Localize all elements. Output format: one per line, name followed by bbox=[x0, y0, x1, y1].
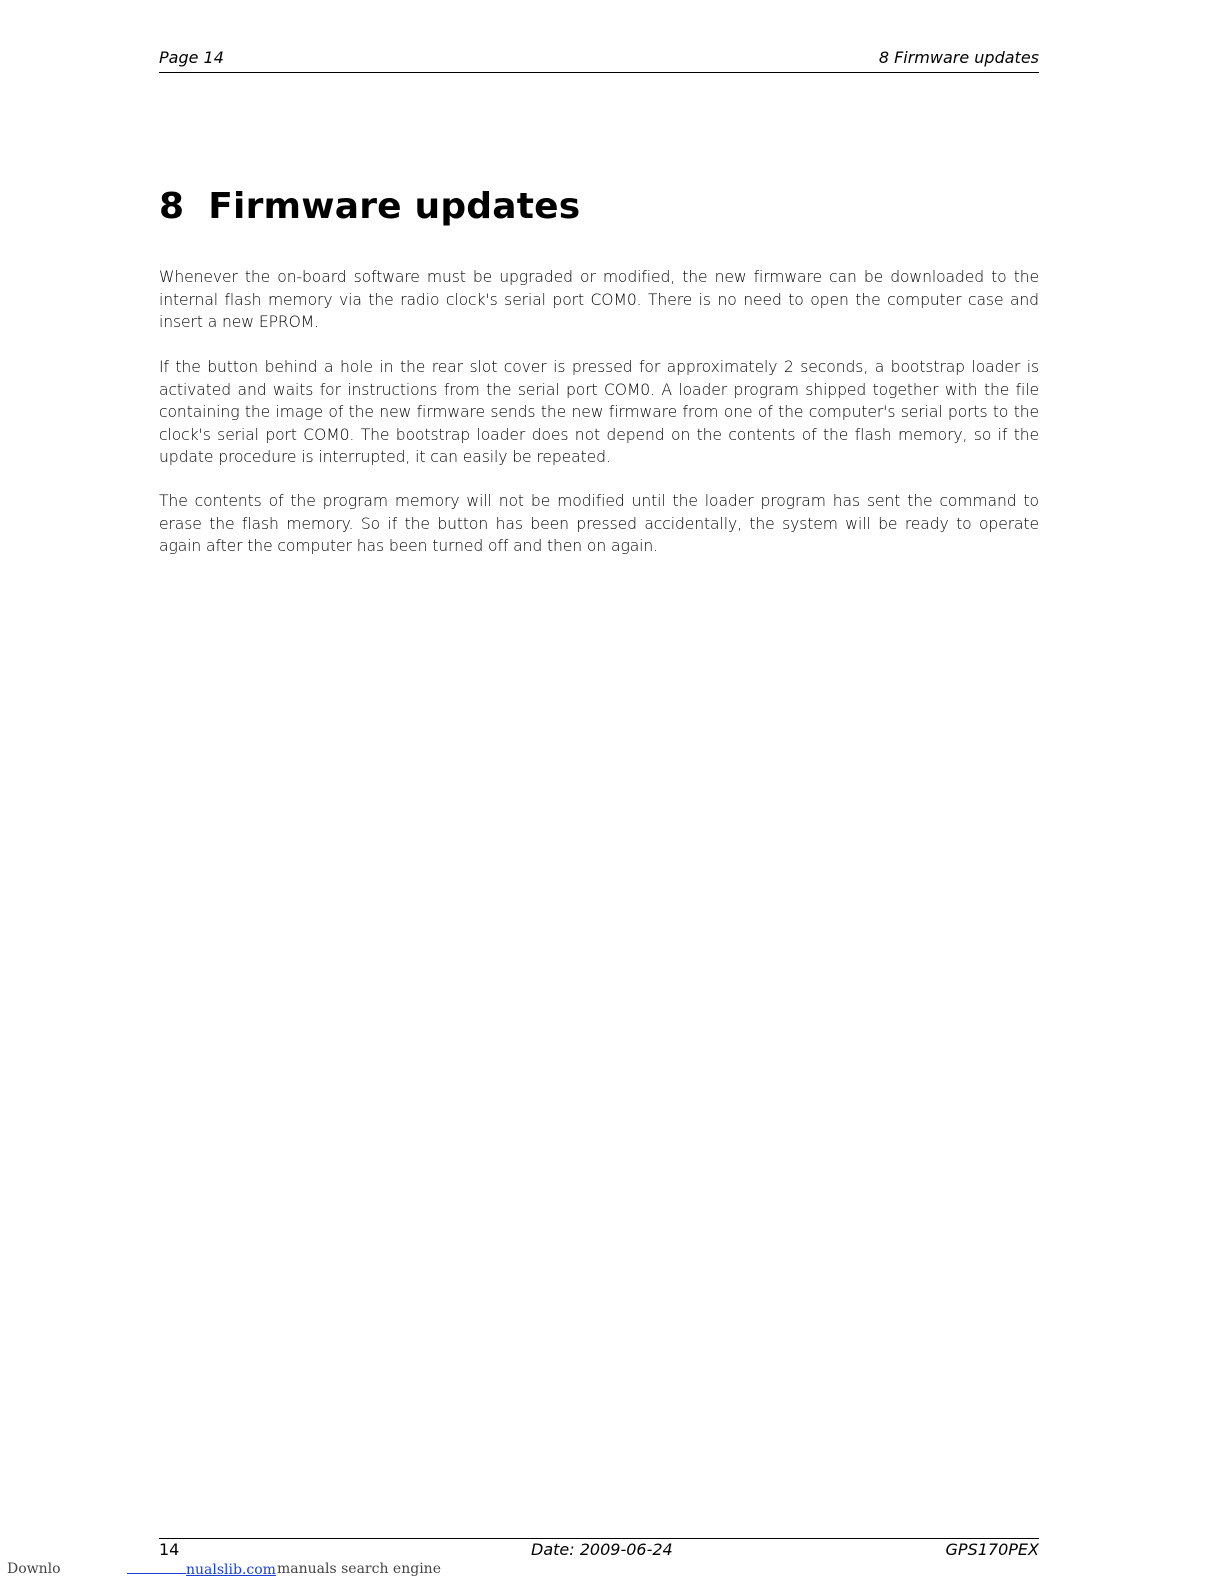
watermark-suffix: manuals search engine bbox=[277, 1561, 441, 1577]
chapter-title bbox=[159, 186, 580, 227]
chapter-number: 8 bbox=[159, 186, 185, 227]
header-page-label: Page 14 bbox=[159, 48, 224, 67]
chapter-title-text: Firmware updates bbox=[208, 186, 581, 227]
paragraph-program-memory: The contents of the program memory will not be modified until the loader program has sent the command to erase the flash memory. So if the button has been pressed accidentally, the system will be ready to operate again after the computer has been turned off and then on again. bbox=[159, 492, 1039, 555]
footer-date: Date: 2009-06-24 bbox=[531, 1540, 673, 1559]
footer-product-name: GPS170PEX bbox=[945, 1540, 1039, 1559]
paragraph-bootstrap-loader: If the button behind a hole in the rear slot cover is pressed for approximately 2 seconds, a bootstrap loader is activated and waits for instructions from the serial port COM0. A loader program shipped together with the file containing the image of the new firmware sends the new firmware from one of the computer's serial ports to the clock's serial port COM0. The bootstrap loader does not depend on the contents of the flash memory, so if the update procedure is interrupted, it can easily be repeated. bbox=[159, 358, 1039, 466]
footer-page-number: 14 bbox=[159, 1540, 180, 1559]
paragraph-intro: Whenever the on-board software must be upgraded or modified, the new firmware can be downloaded to the internal flash memory via the radio clock's serial port COM0. There is no need to open the computer case and insert a new EPROM. bbox=[159, 268, 1039, 331]
running-header bbox=[159, 46, 1039, 73]
watermark-link-text[interactable]: nualslib.com bbox=[186, 1562, 276, 1578]
watermark-link[interactable] bbox=[127, 1561, 276, 1578]
header-section-label: 8 Firmware updates bbox=[878, 48, 1039, 67]
watermark-prefix: Downlo bbox=[7, 1561, 61, 1577]
watermark bbox=[0, 1560, 1225, 1582]
